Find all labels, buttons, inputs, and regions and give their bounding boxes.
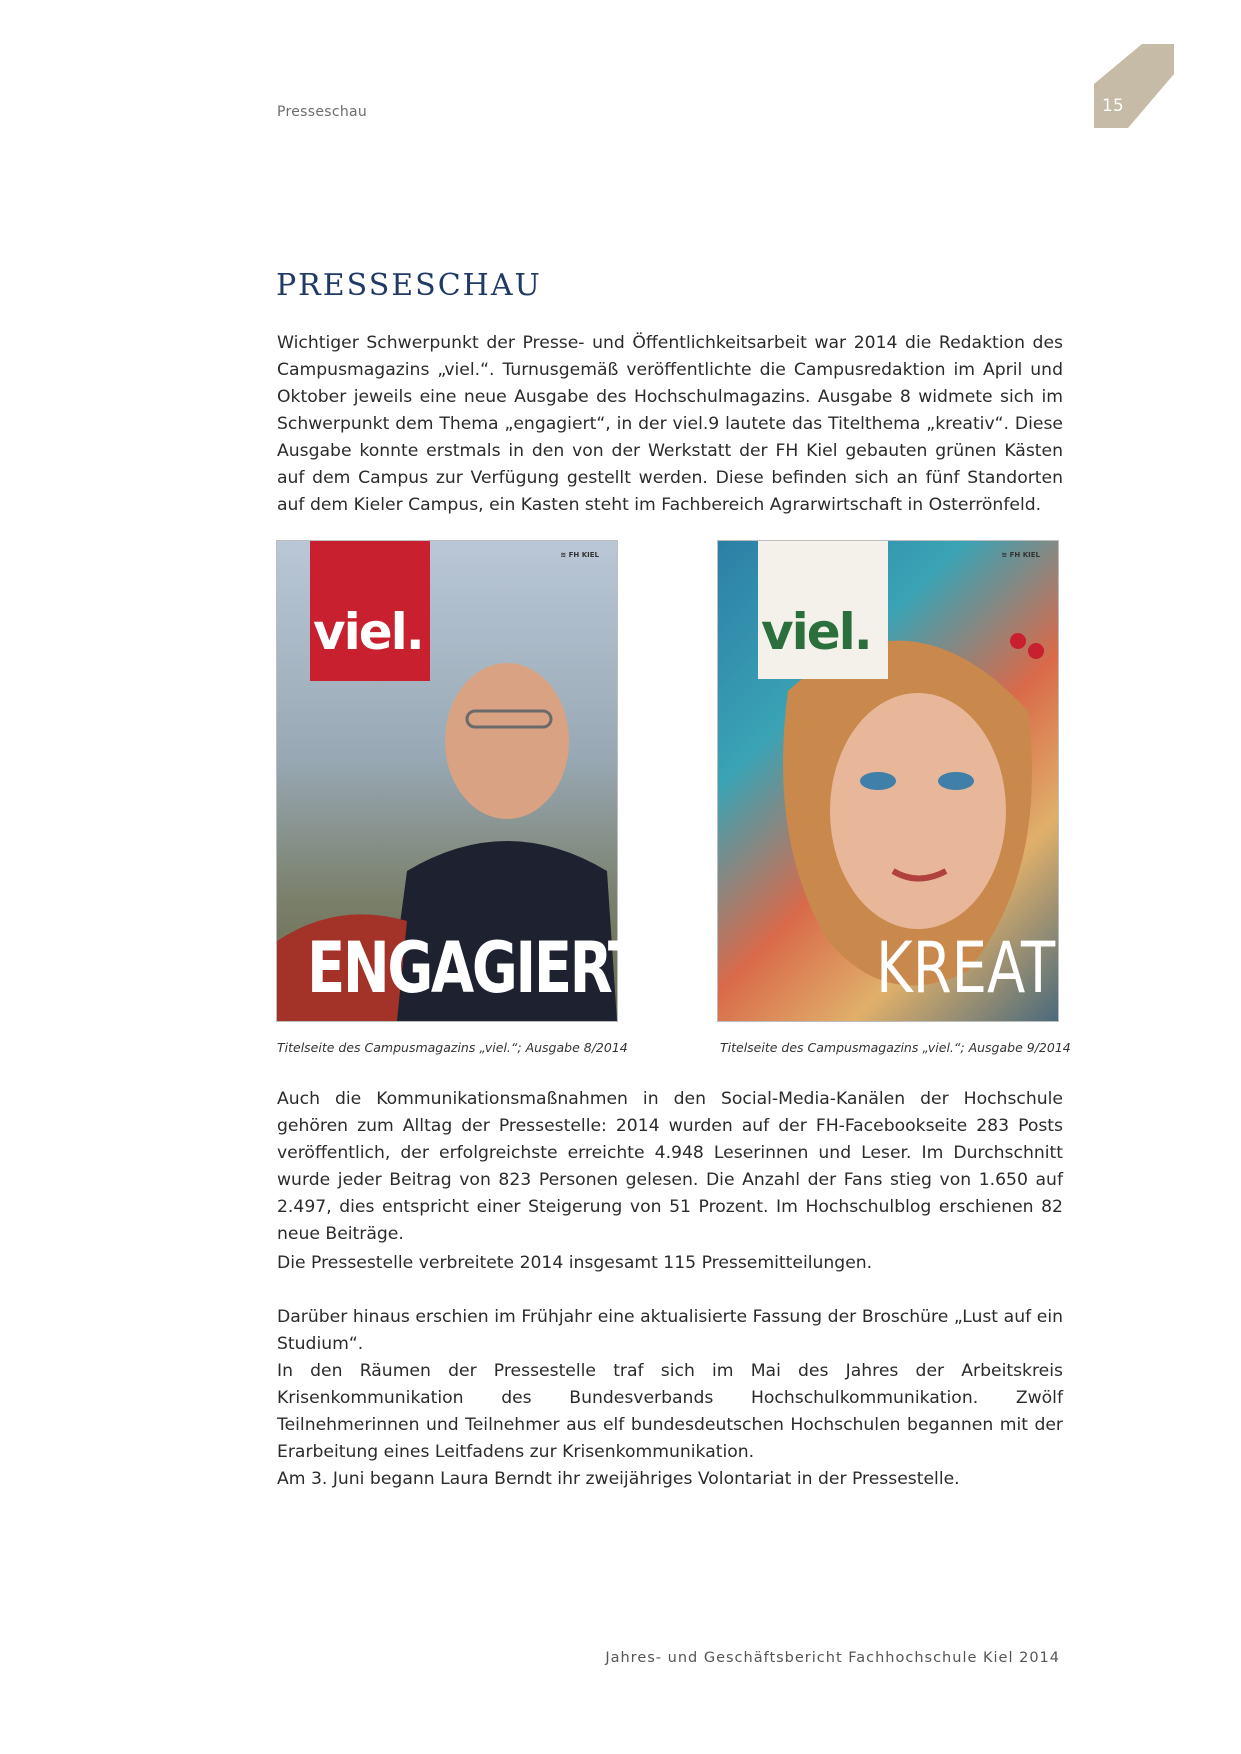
school-logo: ≋ FH KIEL (560, 551, 599, 559)
cover-8-masthead: viel. (313, 603, 423, 661)
running-head: Presseschau (277, 104, 368, 120)
press-release-paragraph: Die Pressestelle verbreitete 2014 insgesamt 115 Pressemitteilungen. (277, 1253, 873, 1273)
brochure-paragraph: Darüber hinaus erschien im Frühjahr eine aktualisierte Fassung der Broschüre „Lust auf ein Studium“. (277, 1307, 1063, 1354)
page-number: 15 (1102, 96, 1124, 116)
crisis-communication-paragraph: In den Räumen der Pressestelle traf sich im Mai des Jahres der Arbeitskreis Krisenkommunikation des Bundesverbands Hochschulkommunikation. Zwölf Teilnehmerinnen und Teilnehmer aus elf bundesdeutschen Hochschulen begannen mit der Erarbeitung eines Leitfadens zur Krisenkommunikation. (277, 1361, 1063, 1462)
volunteer-paragraph: Am 3. Juni begann Laura Berndt ihr zweijähriges Volontariat in der Pressestelle. (277, 1469, 960, 1489)
magazine-cover-8 (277, 541, 644, 1021)
page-title: PRESSESCHAU (276, 268, 542, 303)
cover-9-title-word: KREATIV (876, 927, 1111, 1009)
cover-9-masthead: viel. (761, 603, 871, 661)
school-logo: ≋ FH KIEL (1001, 551, 1040, 559)
figure-caption-9: Titelseite des Campusmagazins „viel.“; Ausgabe 9/2014 (720, 1040, 1071, 1055)
report-footer: Jahres- und Geschäftsbericht Fachhochschule Kiel 2014 (605, 1650, 1060, 1666)
figure-caption-8: Titelseite des Campusmagazins „viel.“; Ausgabe 8/2014 (277, 1040, 628, 1055)
magazine-cover-9 (718, 541, 1111, 1021)
intro-paragraph: Wichtiger Schwerpunkt der Presse- und Öffentlichkeitsarbeit war 2014 die Redaktion des Campusmagazins „viel.“. Turnusgemäß veröffentlichte die Campusredaktion im April und Oktober jeweils eine neue Ausgabe des Hochschulmagazins. Ausgabe 8 widmete sich im Schwerpunkt dem Thema „engagiert“, in der viel.9 lautete das Titelthema „kreativ“. Diese Ausgabe konnte erstmals in den von der Werkstatt der FH Kiel gebauten grünen Kästen auf dem Campus zur Verfügung gestellt werden. Diese befinden sich an fünf Standorten auf dem Kieler Campus, ein Kasten steht im Fachbereich Agrarwirtschaft in Osterrönfeld. (277, 333, 1063, 515)
cover-8-title-word: ENGAGIERT (307, 927, 644, 1009)
social-media-paragraph: Auch die Kommunikationsmaßnahmen in den Social-Media-Kanälen der Hochschule gehören zum Alltag der Pressestelle: 2014 wurden auf der FH-Facebookseite 283 Posts veröffentlich, der erfolgreichste erreichte 4.948 Leserinnen und Leser. Im Durchschnitt wurde jeder Beitrag von 823 Personen gelesen. Die Anzahl der Fans stieg von 1.650 auf 2.497, dies entspricht einer Steigerung von 51 Prozent. Im Hochschulblog erschienen 82 neue Beiträge. (277, 1089, 1063, 1244)
